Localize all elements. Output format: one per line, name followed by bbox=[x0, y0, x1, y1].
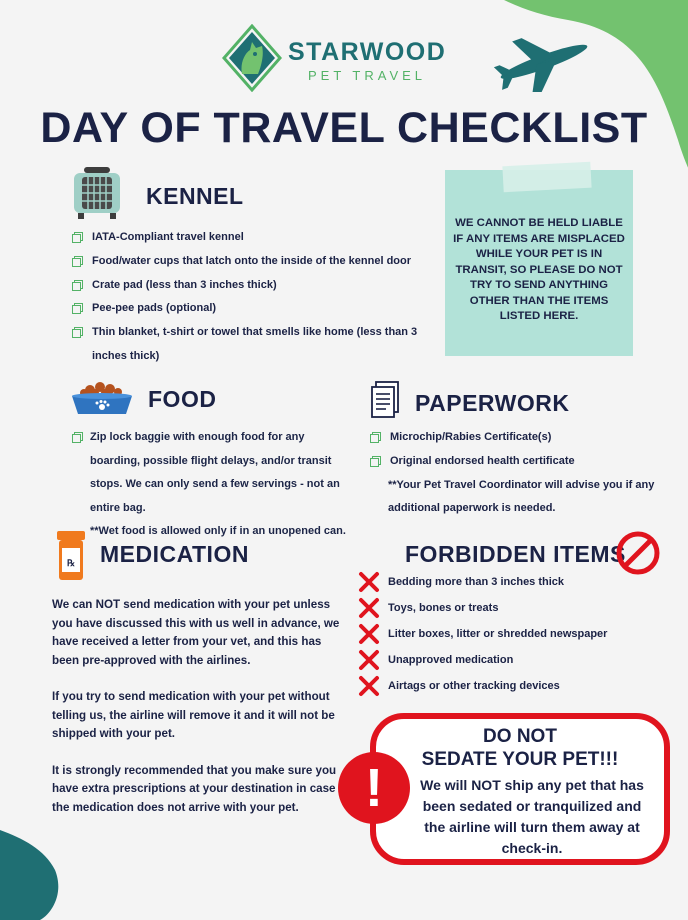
kennel-icon bbox=[72, 165, 122, 221]
checkbox-icon[interactable] bbox=[72, 280, 83, 291]
food-bowl-icon bbox=[70, 378, 134, 418]
paperwork-note bbox=[370, 474, 670, 522]
medication-paragraph: It is strongly recommended that you make sure you have extra prescriptions at your destination in case the medication does not arrive with your pet. bbox=[52, 763, 337, 814]
checkbox-icon[interactable] bbox=[72, 232, 83, 243]
forbidden-item bbox=[358, 676, 658, 698]
list-item bbox=[370, 450, 670, 474]
medication-paragraph: If you try to send medication with your pet without telling us, the airline will remove it and it will not be shipped with your pet. bbox=[52, 690, 335, 740]
food-item-text: Zip lock baggie with enough food for any boarding, possible flight delays, and/or transit stops. We can only send a few servings - not an entire bag. bbox=[90, 431, 340, 514]
forbidden-item-text: Toys, bones or treats bbox=[388, 602, 499, 614]
x-mark-icon bbox=[358, 675, 380, 697]
exclamation-icon: ! bbox=[338, 752, 410, 824]
food-note: **Wet food is allowed only if in an unopened can. bbox=[90, 525, 346, 537]
kennel-heading: KENNEL bbox=[146, 183, 244, 209]
medication-heading: MEDICATION bbox=[100, 541, 249, 567]
list-item bbox=[72, 226, 442, 250]
list-item bbox=[72, 321, 442, 369]
forbidden-item bbox=[358, 572, 658, 594]
checklist-item-text: Crate pad (less than 3 inches thick) bbox=[92, 278, 277, 291]
x-mark-icon bbox=[358, 597, 380, 619]
list-item bbox=[72, 274, 442, 298]
checklist-item-text: Pee-pee pads (optional) bbox=[92, 302, 217, 315]
list-item bbox=[72, 250, 442, 274]
list-item bbox=[72, 297, 442, 321]
sedation-warning-title bbox=[376, 725, 664, 771]
forbidden-item bbox=[358, 624, 658, 646]
medication-text bbox=[52, 596, 342, 817]
paperwork-note-text: **Your Pet Travel Coordinator will advise you if any additional paperwork is needed. bbox=[388, 478, 655, 515]
checklist-item-text: Thin blanket, t-shirt or towel that smells like home (less than 3 inches thick) bbox=[92, 326, 418, 362]
forbidden-item-text: Airtags or other tracking devices bbox=[388, 680, 560, 692]
paperwork-heading: PAPERWORK bbox=[415, 390, 570, 416]
liability-note bbox=[445, 170, 633, 356]
sedation-title-line: DO NOT bbox=[483, 726, 557, 747]
checklist-item-text: Original endorsed health certificate bbox=[390, 454, 575, 467]
x-mark-icon bbox=[358, 649, 380, 671]
paperwork-checklist bbox=[370, 426, 670, 521]
checkbox-icon[interactable] bbox=[72, 256, 83, 267]
page-title: DAY OF TRAVEL CHECKLIST bbox=[40, 104, 648, 152]
brand-tagline: PET TRAVEL bbox=[308, 68, 427, 83]
x-mark-icon bbox=[358, 571, 380, 593]
document-icon bbox=[370, 381, 400, 419]
sedation-warning-box bbox=[370, 713, 670, 865]
liability-note-text: WE CANNOT BE HELD LIABLE IF ANY ITEMS ARE MISPLACED WHILE YOUR PET IS IN TRANSIT, SO PLEASE DO NOT TRY TO SEND ANYTHING OTHER THAN THE ITEMS LISTED HERE. bbox=[453, 217, 625, 322]
kennel-checklist bbox=[72, 226, 442, 369]
checklist-item-text: Food/water cups that latch onto the inside of the kennel door bbox=[92, 254, 412, 267]
checkbox-icon[interactable] bbox=[72, 432, 83, 443]
sedation-warning-text: We will NOT ship any pet that has been sedated or tranquilized and the airline will turn them away at check-in. bbox=[420, 777, 644, 856]
teal-blob-decoration bbox=[0, 810, 80, 920]
checklist-item-text: IATA-Compliant travel kennel bbox=[92, 231, 244, 243]
food-heading: FOOD bbox=[148, 386, 217, 412]
checkbox-icon[interactable] bbox=[72, 327, 83, 338]
no-sign-icon bbox=[615, 530, 661, 576]
brand-name: STARWOOD bbox=[288, 38, 447, 66]
brand-logo bbox=[222, 24, 452, 94]
list-item bbox=[370, 426, 670, 450]
airplane-icon bbox=[490, 26, 596, 92]
x-mark-icon bbox=[358, 623, 380, 645]
tape-decoration bbox=[502, 162, 591, 193]
forbidden-item bbox=[358, 598, 658, 620]
food-section bbox=[72, 426, 357, 544]
forbidden-item-text: Bedding more than 3 inches thick bbox=[388, 576, 565, 588]
checkbox-icon[interactable] bbox=[72, 303, 83, 314]
medication-paragraph: We can NOT send medication with your pet unless you have discussed this with us well in advance, we have received a letter from your vet, and this has been pre-approved with the airlines. bbox=[52, 598, 340, 667]
checkbox-icon[interactable] bbox=[370, 456, 381, 467]
pill-bottle-icon bbox=[56, 530, 86, 582]
sedation-title-line: SEDATE YOUR PET!!! bbox=[421, 749, 619, 770]
checklist-item-text: Microchip/Rabies Certificate(s) bbox=[390, 431, 552, 443]
checkbox-icon[interactable] bbox=[370, 432, 381, 443]
forbidden-item-text: Unapproved medication bbox=[388, 654, 514, 666]
forbidden-item-text: Litter boxes, litter or shredded newspaper bbox=[388, 628, 608, 640]
paw-logo-icon bbox=[222, 24, 282, 92]
forbidden-heading: FORBIDDEN ITEMS bbox=[405, 541, 626, 567]
forbidden-item bbox=[358, 650, 658, 672]
svg-text:℞: ℞ bbox=[67, 558, 76, 568]
